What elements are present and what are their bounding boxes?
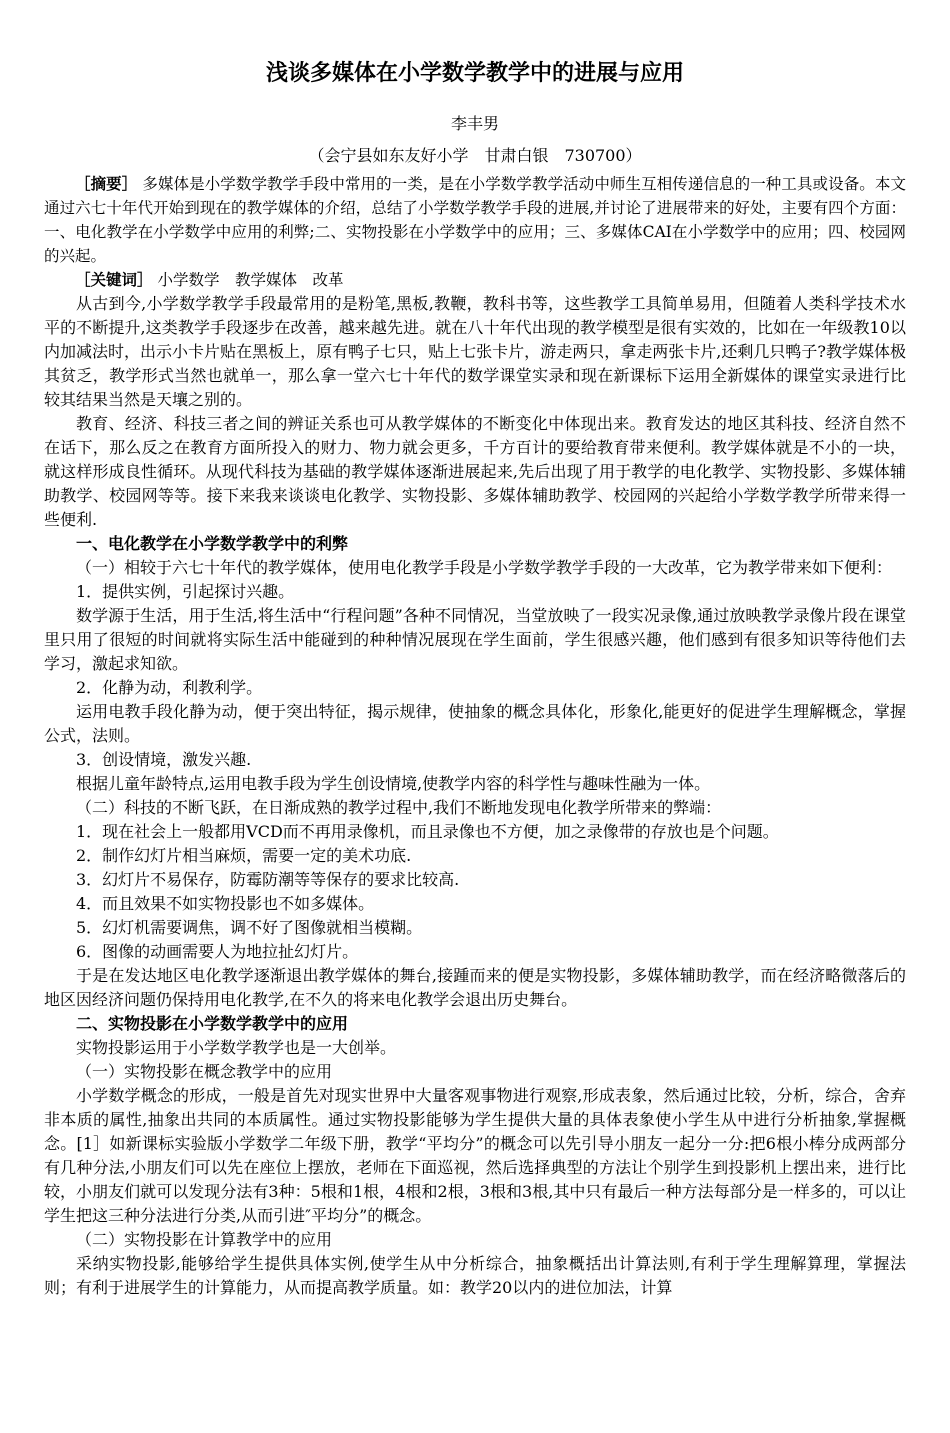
body-paragraph: 数学源于生活，用于生活,将生活中“行程问题”各种不同情况，当堂放映了一段实况录像,通过放映教学录像片段在课堂里只用了很短的时间就将实际生活中能碰到的种种情况展现在学生面前，学生很感兴趣，他们感到有很多知识等待他们去学习，激起求知欲。 xyxy=(44,606,906,673)
article-body xyxy=(44,292,906,1300)
author-name: 李丰男 xyxy=(450,114,499,133)
article-title: 浅谈多媒体在小学数学教学中的进展与应用 xyxy=(265,61,684,86)
body-paragraph: （二）科技的不断飞跃，在日渐成熟的教学过程中,我们不断地发现电化教学所带来的弊端： xyxy=(76,798,722,817)
body-paragraph: 采纳实物投影,能够给学生提供具体实例,使学生从中分析综合，抽象概括出计算法则,有利于学生理解算理，掌握法则；有利于进展学生的计算能力，从而提高教学质量。如：教学20以内的进位加法，计算 xyxy=(44,1254,906,1297)
body-paragraph: 于是在发达地区电化教学逐渐退出教学媒体的舞台,接踵而来的便是实物投影，多媒体辅助教学，而在经济略微落后的地区因经济问题仍保持用电化教学,在不久的将来电化教学会退出历史舞台。 xyxy=(44,966,906,1009)
keywords xyxy=(44,268,906,292)
section-heading: 一、电化教学在小学数学教学中的利弊 xyxy=(76,534,349,553)
abstract-text: 多媒体是小学数学教学手段中常用的一类，是在小学数学教学活动中师生互相传递信息的一种工具或设备。本文通过六七十年代开始到现在的教学媒体的介绍，总结了小学数学教学手段的进展,并讨论了进展带来的好处，主要有四个方面：一、电化教学在小学数学中应用的利弊;二、实物投影在小学数学中的应用；三、多媒体CAI在小学数学中的应用；四、校园网的兴起。 xyxy=(44,175,906,265)
list-item: 6．图像的动画需要人为地拉扯幻灯片。 xyxy=(76,942,359,961)
abstract xyxy=(44,172,906,268)
body-paragraph: （一）相较于六七十年代的教学媒体，使用电化教学手段是小学数学教学手段的一大改革，它为教学带来如下便利： xyxy=(76,558,893,577)
abstract-label: ［摘要］ xyxy=(75,175,138,193)
list-item: 3．幻灯片不易保存，防霉防潮等等保存的要求比较高. xyxy=(76,870,460,889)
body-paragraph: 根据儿童年龄特点,运用电教手段为学生创设情境,使教学内容的科学性与趣味性融为一体。 xyxy=(76,774,711,793)
body-paragraph: 实物投影运用于小学数学教学也是一大创举。 xyxy=(76,1038,397,1057)
list-item: 4．而且效果不如实物投影也不如多媒体。 xyxy=(76,894,375,913)
section-heading: 二、实物投影在小学数学教学中的应用 xyxy=(76,1014,349,1033)
list-item: 5．幻灯机需要调焦，调不好了图像就相当模糊。 xyxy=(76,918,423,937)
list-item: 2．化静为动，利教利学。 xyxy=(76,678,263,697)
body-paragraph: 小学数学概念的形成，一般是首先对现实世界中大量客观事物进行观察,形成表象，然后通过比较，分析，综合，舍弃非本质的属性,抽象出共同的本质属性。通过实物投影能够为学生提供大量的具体表象使小学生从中进行分析抽象,掌握概念。[1］如新课标实验版小学数学二年级下册，教学“平均分”的概念可以先引导小朋友一起分一分:把6根小棒分成两部分有几种分法,小朋友们可以先在座位上摆放，老师在下面巡视，然后选择典型的方法让个别学生到投影机上摆出来，进行比较，小朋友们就可以发现分法有3种：5根和1根，4根和2根，3根和3根,其中只有最后一种方法每部分是一样多的，可以让学生把这三种分法进行分类,从而引进″平均分”的概念。 xyxy=(44,1086,906,1225)
keywords-text: 小学数学 教学媒体 改革 xyxy=(157,271,344,289)
keywords-label: ［关键词］ xyxy=(75,271,153,289)
author-affiliation: （会宁县如东友好小学 甘肃白银 730700） xyxy=(308,146,642,165)
list-item: 2．制作幻灯片相当麻烦，需要一定的美术功底. xyxy=(76,846,412,865)
list-item: 3．创设情境，激发兴趣. xyxy=(76,750,252,769)
body-paragraph: 从古到今,小学数学教学手段最常用的是粉笔,黑板,教鞭，教科书等，这些教学工具简单易用，但随着人类科学技术水平的不断提升,这类教学手段逐步在改善，越来越先进。就在八十年代出现的教学模型是很有实效的，比如在一年级教10以内加减法时，出示小卡片贴在黑板上，原有鸭子七只，贴上七张卡片，游走两只，拿走两张卡片,还剩几只鸭子?教学媒体极其贫乏，教学形式当然也就单一，那么拿一堂六七十年代的数学课堂实录和现在新课标下运用全新媒体的课堂实录进行比较其结果当然是天壤之别的。 xyxy=(44,294,906,409)
body-paragraph: 教育、经济、科技三者之间的辨证关系也可从教学媒体的不断变化中体现出来。教育发达的地区其科技、经济自然不在话下，那么反之在教育方面所投入的财力、物力就会更多，千方百计的要给教育带来便利。教学媒体就是不小的一块，就这样形成良性循环。从现代科技为基础的教学媒体逐渐进展起来,先后出现了用于教学的电化教学、实物投影、多媒体辅助教学、校园网等等。接下来我来谈谈电化教学、实物投影、多媒体辅助教学、校园网的兴起给小学数学教学所带来得一些便利. xyxy=(44,414,906,529)
list-item: 1．现在社会上一般都用VCD而不再用录像机，而且录像也不方便，加之录像带的存放也是个问题。 xyxy=(76,822,779,841)
body-paragraph: （一）实物投影在概念教学中的应用 xyxy=(76,1062,333,1081)
body-paragraph: 运用电教手段化静为动，便于突出特征，揭示规律，使抽象的概念具体化，形象化,能更好的促进学生理解概念，掌握公式，法则。 xyxy=(44,702,906,745)
list-item: 1．提供实例，引起探讨兴趣。 xyxy=(76,582,295,601)
body-paragraph: （二）实物投影在计算教学中的应用 xyxy=(76,1230,333,1249)
